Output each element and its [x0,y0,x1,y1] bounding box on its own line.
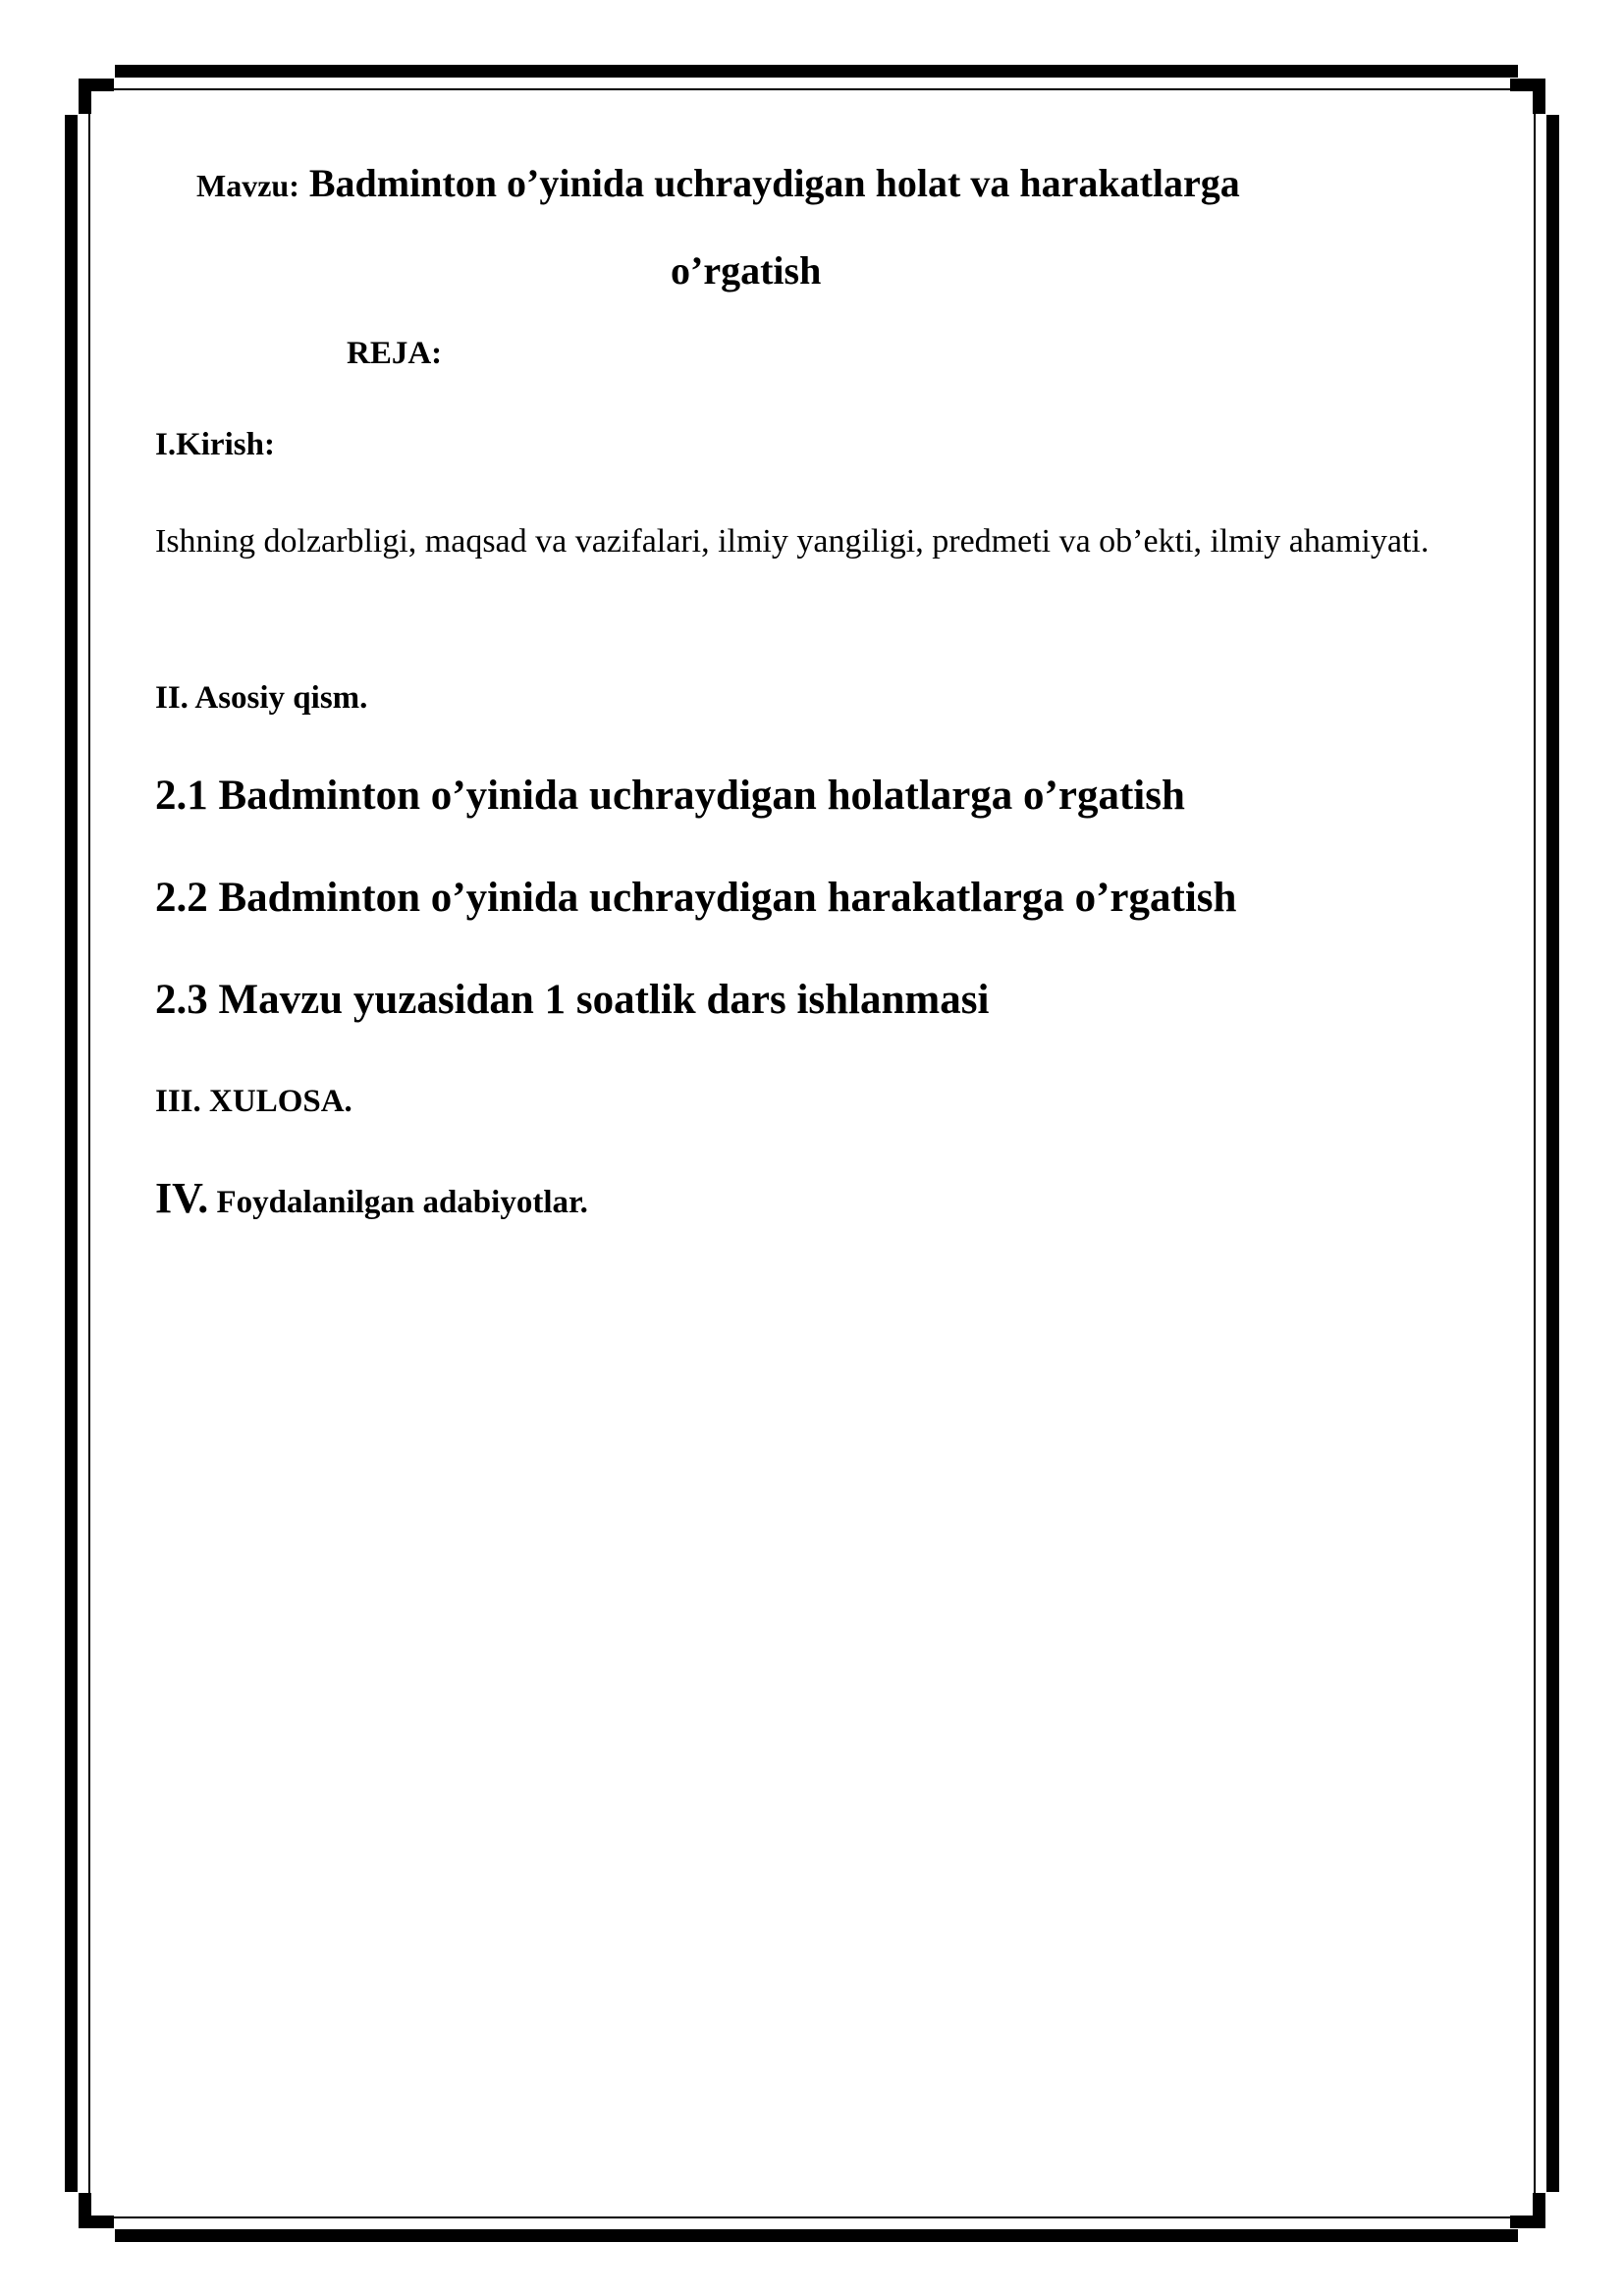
inner-line-right [1534,93,1536,2214]
border-top-bar [115,65,1518,78]
plan-heading: REJA: [347,336,443,371]
title-continuation: o’rgatish [671,248,822,293]
section-3-heading: III. XULOSA. [155,1084,352,1119]
section-4-text: Foydalanilgan adabiyotlar. [208,1185,588,1220]
section-1-text: Ishning dolzarbligi, maqsad va vazifalari, ilmiy yangiligi, predmeti va ob’ekti, ilmiy ahamiyati. [155,523,1430,560]
section-4-heading [155,1173,588,1223]
inner-line-left [88,93,90,2214]
subsection-2-1: 2.1 Badminton o’yinida uchraydigan holatlarga o’rgatish [155,773,1185,819]
subsection-2-3: 2.3 Mavzu yuzasidan 1 soatlik dars ishlanmasi [155,977,990,1023]
title-prefix: Mavzu: [196,168,299,203]
section-1-heading: I.Kirish: [155,427,275,462]
inner-line-top [93,88,1531,90]
section-2-heading: II. Asosiy qism. [155,680,368,716]
border-right-bar [1546,115,1559,2192]
title-main: Badminton o’yinida uchraydigan holat va harakatlarga [308,161,1240,205]
inner-line-bottom [93,2216,1531,2218]
section-4-numeral: IV. [155,1174,209,1222]
border-bottom-bar [115,2229,1518,2242]
subsection-2-2: 2.2 Badminton o’yinida uchraydigan harakatlarga o’rgatish [155,875,1237,921]
border-left-bar [65,115,78,2192]
document-title [196,160,1240,209]
